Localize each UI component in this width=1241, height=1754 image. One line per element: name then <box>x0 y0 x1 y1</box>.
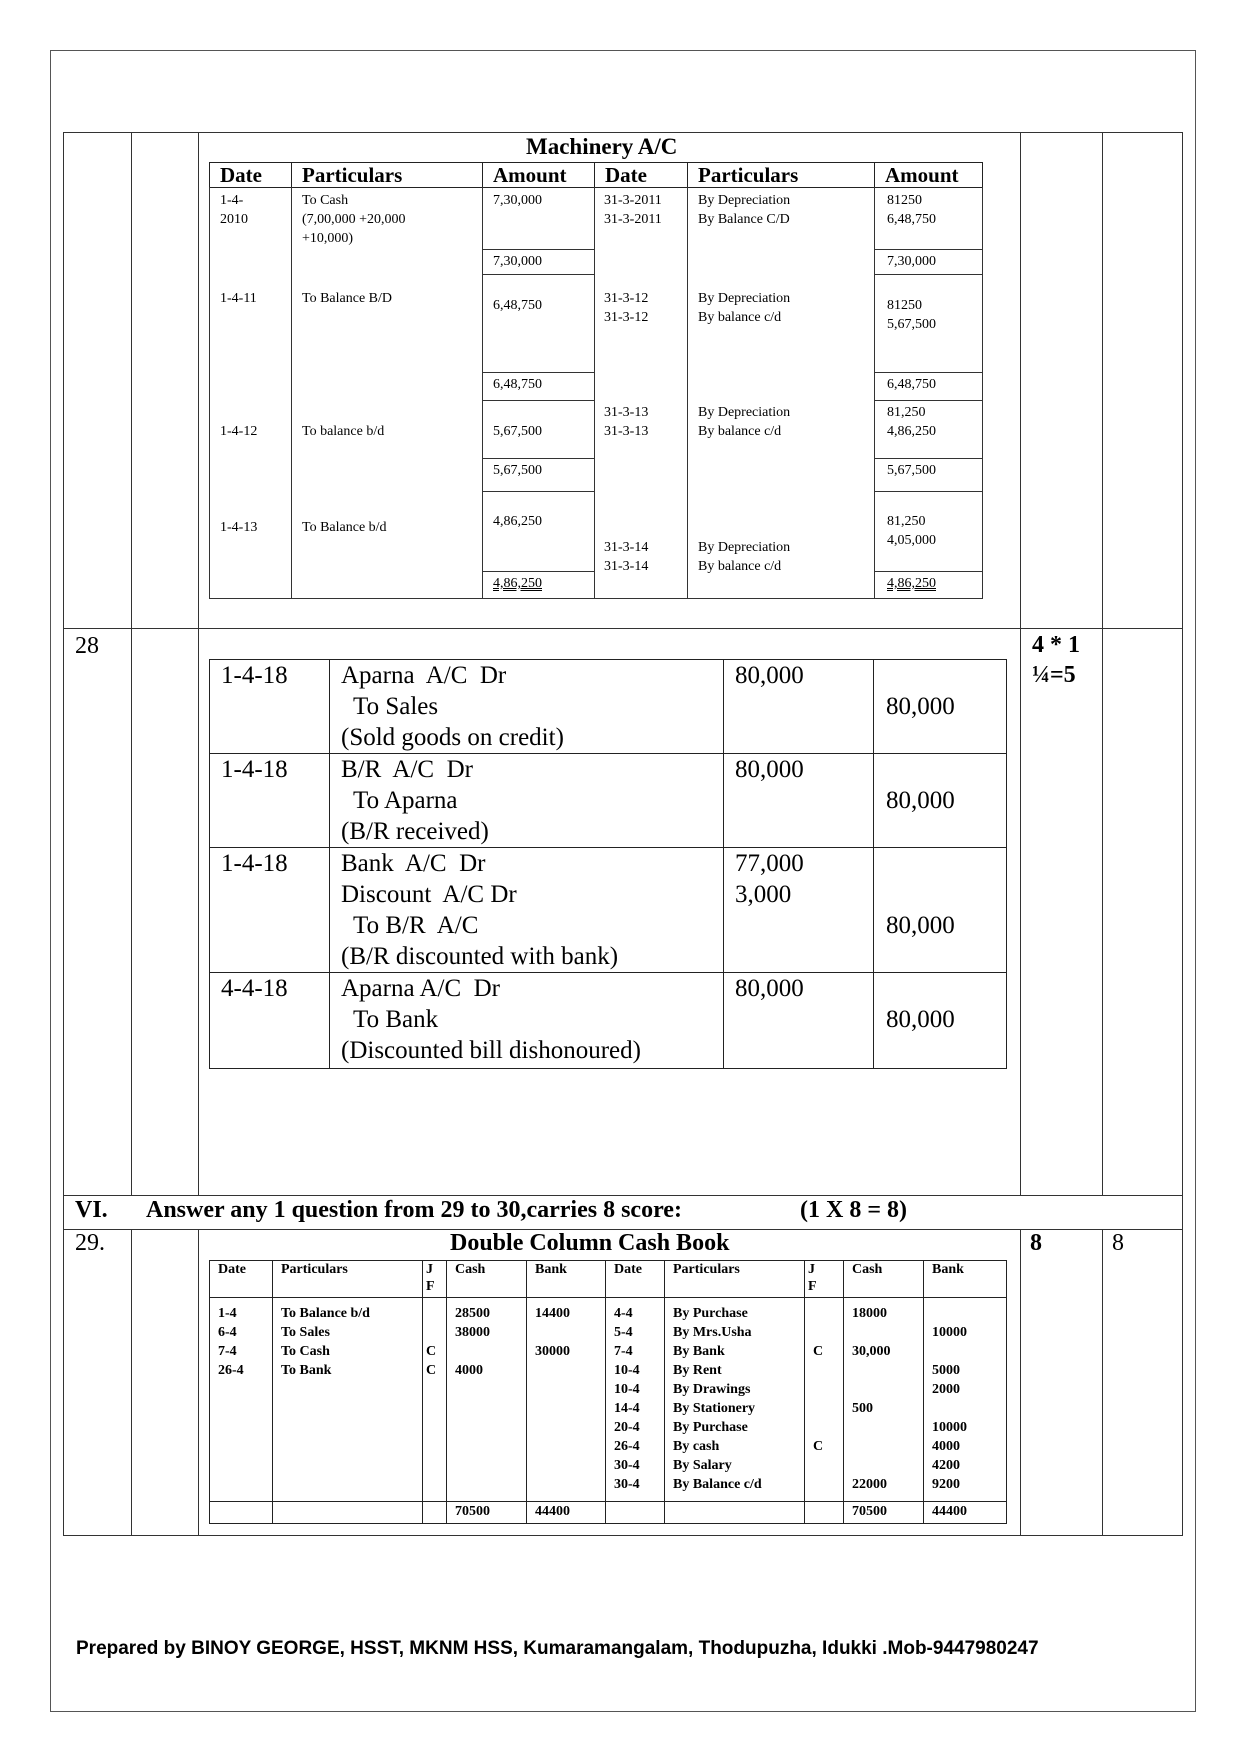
dr-total: 6,48,750 <box>493 377 542 392</box>
cr-total: 7,30,000 <box>887 254 936 269</box>
journal-debit: 80,000 <box>724 973 874 1069</box>
col-header: Cash <box>844 1261 924 1298</box>
cr-particulars: By Depreciation By balance c/d <box>698 291 791 325</box>
ledger-line <box>291 187 292 598</box>
dr-particulars: To Balance b/d <box>302 520 387 535</box>
col-header: Bank <box>527 1261 606 1298</box>
journal-particulars: B/R A/C Dr To Aparna (B/R received) <box>330 754 724 848</box>
grid-line <box>63 132 64 1536</box>
cashbook-header-row <box>210 1261 1007 1298</box>
cr-total: 4,86,250 <box>887 576 936 591</box>
journal-credit: 80,000 <box>874 973 1007 1069</box>
ledger-line <box>874 458 982 459</box>
col-header: Bank <box>924 1261 1007 1298</box>
dr-date: 1-4-13 <box>220 520 258 535</box>
col-header: J F <box>423 1261 447 1298</box>
col-header: Date <box>595 163 688 188</box>
grid-line <box>198 1229 199 1536</box>
cr-particulars: By Depreciation By balance c/d <box>698 540 791 574</box>
grid-line <box>63 1195 1183 1196</box>
cashbook-title: Double Column Cash Book <box>450 1230 730 1256</box>
journal-credit: 80,000 <box>874 754 1007 848</box>
dr-particulars: To Cash (7,00,000 +20,000 +10,000) <box>302 193 406 246</box>
dr-total: 4,86,250 <box>493 576 542 591</box>
dr-jf: C C <box>423 1298 447 1502</box>
journal-credit: 80,000 <box>874 660 1007 754</box>
journal-debit: 77,000 3,000 <box>724 848 874 973</box>
journal-row <box>210 660 1007 754</box>
ledger-line <box>874 249 982 250</box>
journal-row <box>210 973 1007 1069</box>
dr-bank: 14400 30000 <box>527 1298 606 1502</box>
dr-cash: 28500 38000 4000 <box>447 1298 527 1502</box>
question-number: 28 <box>75 633 99 659</box>
dr-amount: 5,67,500 <box>493 424 542 439</box>
journal-row <box>210 754 1007 848</box>
ledger-line <box>874 400 982 401</box>
cr-particulars: By Purchase By Mrs.Usha By Bank By Rent By Drawings By Stationery By Purchase By cash By Salary By Balance c/d <box>665 1298 805 1502</box>
col-header: J F <box>805 1261 844 1298</box>
ledger-line <box>482 274 594 275</box>
dr-date: 1-4-12 <box>220 424 258 439</box>
dr-total: 7,30,000 <box>493 254 542 269</box>
ledger-line <box>209 187 210 598</box>
total-dr-bank: 44400 <box>527 1502 606 1524</box>
grid-line <box>198 132 199 1196</box>
dr-amount: 4,86,250 <box>493 514 542 529</box>
score-label: 4 * 1 ¼=5 <box>1032 632 1080 688</box>
ledger-line <box>482 598 594 599</box>
dr-particulars: To balance b/d <box>302 424 385 439</box>
ledger-header-row <box>210 163 983 188</box>
col-header: Date <box>210 1261 273 1298</box>
journal-credit: 80,000 <box>874 848 1007 973</box>
cr-date: 31-3-14 31-3-14 <box>604 540 649 574</box>
col-header: Particulars <box>292 163 483 188</box>
cr-bank: 10000 5000 2000 10000 4000 4200 9200 <box>924 1298 1007 1502</box>
score-label: 8 <box>1030 1230 1042 1256</box>
journal-row <box>210 848 1007 973</box>
machinery-ledger <box>209 162 983 188</box>
col-header: Amount <box>875 163 983 188</box>
grid-line <box>63 628 1183 629</box>
cashbook-body-row <box>210 1298 1007 1502</box>
cr-date: 31-3-12 31-3-12 <box>604 291 649 325</box>
cr-amount: 81,250 4,86,250 <box>887 405 936 439</box>
journal-date: 4-4-18 <box>210 973 330 1069</box>
ledger-line <box>482 249 594 250</box>
ledger-line <box>482 372 594 373</box>
ledger-line <box>874 274 982 275</box>
journal-table <box>209 659 1007 1069</box>
ledger-line <box>874 491 982 492</box>
grid-line <box>1102 1229 1103 1536</box>
journal-date: 1-4-18 <box>210 660 330 754</box>
grid-line <box>63 132 1183 133</box>
section-marks: (1 X 8 = 8) <box>800 1197 907 1223</box>
dr-particulars: To Balance B/D <box>302 291 392 306</box>
journal-particulars: Bank A/C Dr Discount A/C Dr To B/R A/C (B/R discounted with bank) <box>330 848 724 973</box>
ledger-line <box>874 372 982 373</box>
cr-amount: 81250 6,48,750 <box>887 193 936 227</box>
ledger-line <box>482 571 594 572</box>
dr-dates: 1-4 6-4 7-4 26-4 <box>210 1298 273 1502</box>
cr-total: 5,67,500 <box>887 463 936 478</box>
col-header: Particulars <box>273 1261 423 1298</box>
ledger-line <box>482 491 594 492</box>
col-header: Date <box>606 1261 665 1298</box>
grid-line <box>63 1535 1183 1536</box>
dr-amount: 7,30,000 <box>493 193 542 208</box>
journal-date: 1-4-18 <box>210 848 330 973</box>
col-header: Cash <box>447 1261 527 1298</box>
cr-date: 31-3-2011 31-3-2011 <box>604 193 662 227</box>
footer-credit: Prepared by BINOY GEORGE, HSST, MKNM HSS, Kumaramangalam, Thodupuzha, Idukki .Mob-9447980247 <box>76 1638 1039 1659</box>
ledger-line <box>982 187 983 598</box>
ledger-line <box>209 598 983 599</box>
ledger-line <box>594 187 595 598</box>
col-header: Amount <box>483 163 595 188</box>
cr-particulars: By Depreciation By Balance C/D <box>698 193 791 227</box>
grid-line <box>1102 132 1103 1196</box>
dr-total: 5,67,500 <box>493 463 542 478</box>
ledger-line <box>482 458 594 459</box>
score-label: 8 <box>1112 1230 1124 1256</box>
cr-amount: 81250 5,67,500 <box>887 298 936 332</box>
cr-date: 31-3-13 31-3-13 <box>604 405 649 439</box>
cashbook-total-row <box>210 1502 1007 1524</box>
ledger-line <box>874 598 982 599</box>
machinery-title: Machinery A/C <box>526 134 678 159</box>
cr-cash: 18000 30,000 500 22000 <box>844 1298 924 1502</box>
col-header: Particulars <box>665 1261 805 1298</box>
dr-date: 1-4-11 <box>220 291 257 306</box>
ledger-line <box>687 187 688 598</box>
total-cr-bank: 44400 <box>924 1502 1007 1524</box>
cr-jf: C C <box>805 1298 844 1502</box>
dr-amount: 6,48,750 <box>493 298 542 313</box>
journal-particulars: Aparna A/C Dr To Bank (Discounted bill dishonoured) <box>330 973 724 1069</box>
dr-particulars: To Balance b/d To Sales To Cash To Bank <box>273 1298 423 1502</box>
grid-line <box>1020 1229 1021 1536</box>
cashbook-table <box>209 1260 1007 1524</box>
total-cr-cash: 70500 <box>844 1502 924 1524</box>
grid-line <box>131 132 132 1196</box>
grid-line <box>1020 132 1021 1196</box>
section-instruction: Answer any 1 question from 29 to 30,carries 8 score: <box>146 1197 682 1223</box>
cr-amount: 81,250 4,05,000 <box>887 514 936 548</box>
ledger-line <box>482 400 594 401</box>
total-dr-cash: 70500 <box>447 1502 527 1524</box>
journal-debit: 80,000 <box>724 754 874 848</box>
journal-particulars: Aparna A/C Dr To Sales (Sold goods on credit) <box>330 660 724 754</box>
grid-line <box>131 1229 132 1536</box>
cr-total: 6,48,750 <box>887 377 936 392</box>
ledger-line <box>874 571 982 572</box>
grid-line <box>1182 132 1183 1536</box>
dr-date: 1-4- 2010 <box>220 193 248 227</box>
journal-date: 1-4-18 <box>210 754 330 848</box>
cr-dates: 4-4 5-4 7-4 10-4 10-4 14-4 20-4 26-4 30-4 30-4 <box>606 1298 665 1502</box>
question-number: 29. <box>75 1230 105 1256</box>
col-header: Particulars <box>688 163 875 188</box>
col-header: Date <box>210 163 292 188</box>
journal-debit: 80,000 <box>724 660 874 754</box>
section-number: VI. <box>75 1197 108 1223</box>
cr-particulars: By Depreciation By balance c/d <box>698 405 791 439</box>
